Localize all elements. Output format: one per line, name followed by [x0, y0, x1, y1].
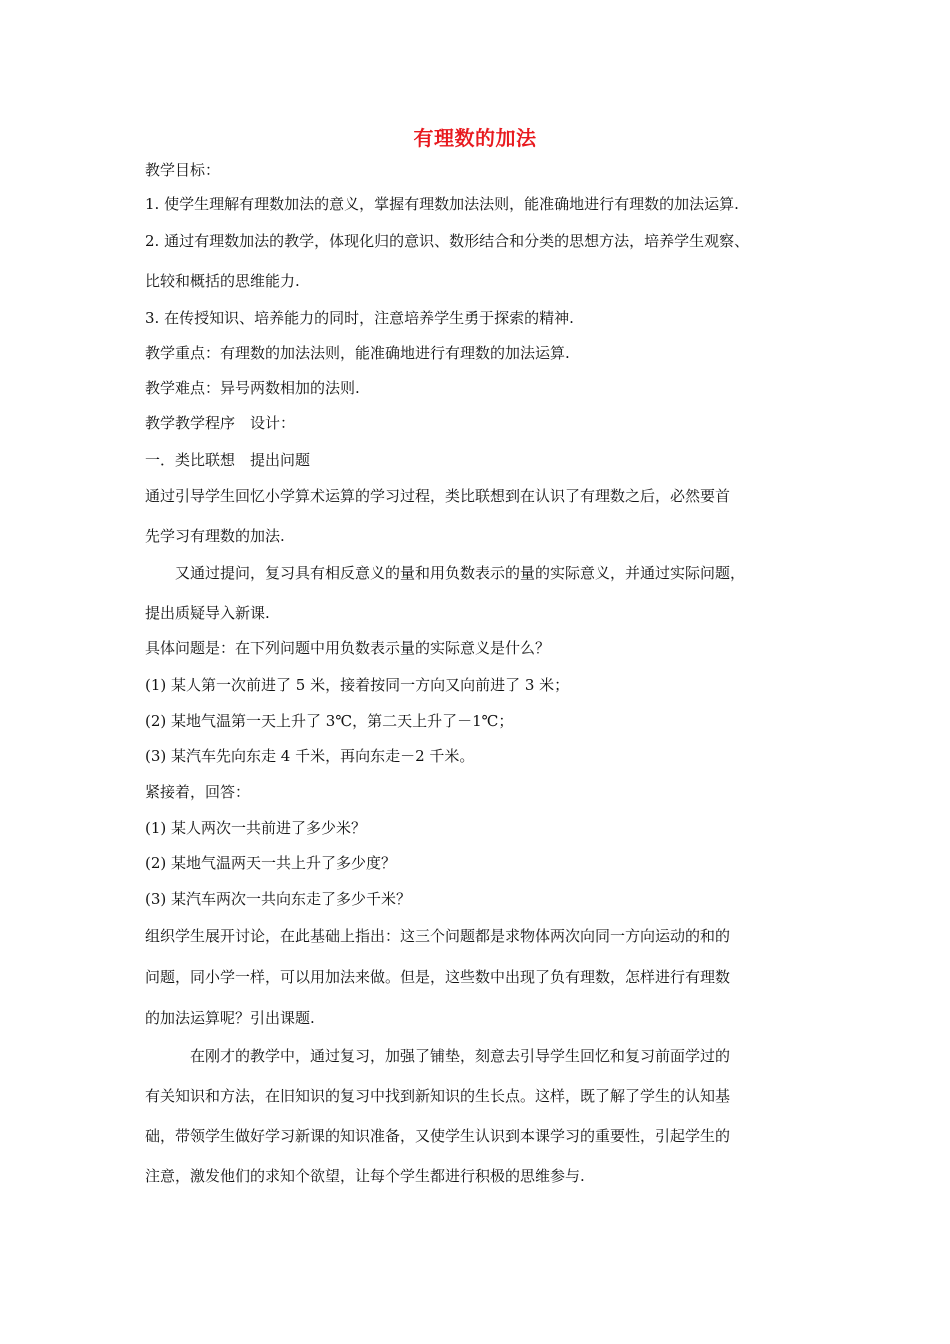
question-item: (2) 某地气温第一天上升了 3℃，第二天上升了－1℃； [145, 712, 514, 730]
objective-item-1: 1. 使学生理解有理数加法的意义，掌握有理数加法法则，能准确地进行有理数的加法运算. [145, 195, 739, 213]
question-item: (1) 某人第一次前进了 5 米，接着按同一方向又向前进了 3 米； [145, 676, 570, 694]
key-point: 教学重点：有理数的加法法则，能准确地进行有理数的加法运算. [145, 344, 570, 362]
section-heading-objectives: 教学目标： [145, 161, 221, 179]
paragraph-line: 注意，激发他们的求知个欲望，让每个学生都进行积极的思维参与. [145, 1167, 585, 1185]
question-item: (3) 某汽车先向东走 4 千米，再向东走－2 千米。 [145, 747, 475, 765]
paragraph-line: 问题，同小学一样，可以用加法来做。但是，这些数中出现了负有理数，怎样进行有理数 [145, 968, 731, 986]
paragraph-line: 有关知识和方法，在旧知识的复习中找到新知识的生长点。这样，既了解了学生的认知基 [145, 1087, 731, 1105]
procedure-heading: 教学教学程序 设计： [145, 414, 296, 432]
objective-item-2-cont: 比较和概括的思维能力. [145, 272, 300, 290]
paragraph-line: 先学习有理数的加法. [145, 527, 285, 545]
paragraph-line: 又通过提问，复习具有相反意义的量和用负数表示的量的实际意义，并通过实际问题， [145, 564, 746, 582]
paragraph-line: 的加法运算呢？引出课题. [145, 1009, 315, 1027]
question-intro: 具体问题是：在下列问题中用负数表示量的实际意义是什么？ [145, 639, 551, 657]
objective-item-2: 2. 通过有理数加法的教学，体现化归的意识、数形结合和分类的思想方法，培养学生观察、 [145, 232, 750, 250]
paragraph-line: 在刚才的教学中，通过复习，加强了铺垫，刻意去引导学生回忆和复习前面学过的 [145, 1047, 731, 1065]
answer-intro: 紧接着，回答： [145, 783, 251, 801]
paragraph-line: 础，带领学生做好学习新课的知识准备，又使学生认识到本课学习的重要性，引起学生的 [145, 1127, 731, 1145]
paragraph-line: 组织学生展开讨论，在此基础上指出：这三个问题都是求物体两次向同一方向运动的和的 [145, 927, 731, 945]
answer-item: (1) 某人两次一共前进了多少米？ [145, 819, 367, 837]
section-heading-1: 一．类比联想 提出问题 [145, 451, 311, 469]
difficult-point: 教学难点：异号两数相加的法则. [145, 379, 360, 397]
objective-item-3: 3. 在传授知识、培养能力的同时，注意培养学生勇于探索的精神. [145, 309, 574, 327]
paragraph-line: 提出质疑导入新课. [145, 604, 270, 622]
document-title: 有理数的加法 [413, 126, 537, 150]
paragraph-line: 通过引导学生回忆小学算术运算的学习过程，类比联想到在认识了有理数之后，必然要首 [145, 487, 731, 505]
answer-item: (2) 某地气温两天一共上升了多少度？ [145, 854, 397, 872]
answer-item: (3) 某汽车两次一共向东走了多少千米？ [145, 890, 412, 908]
